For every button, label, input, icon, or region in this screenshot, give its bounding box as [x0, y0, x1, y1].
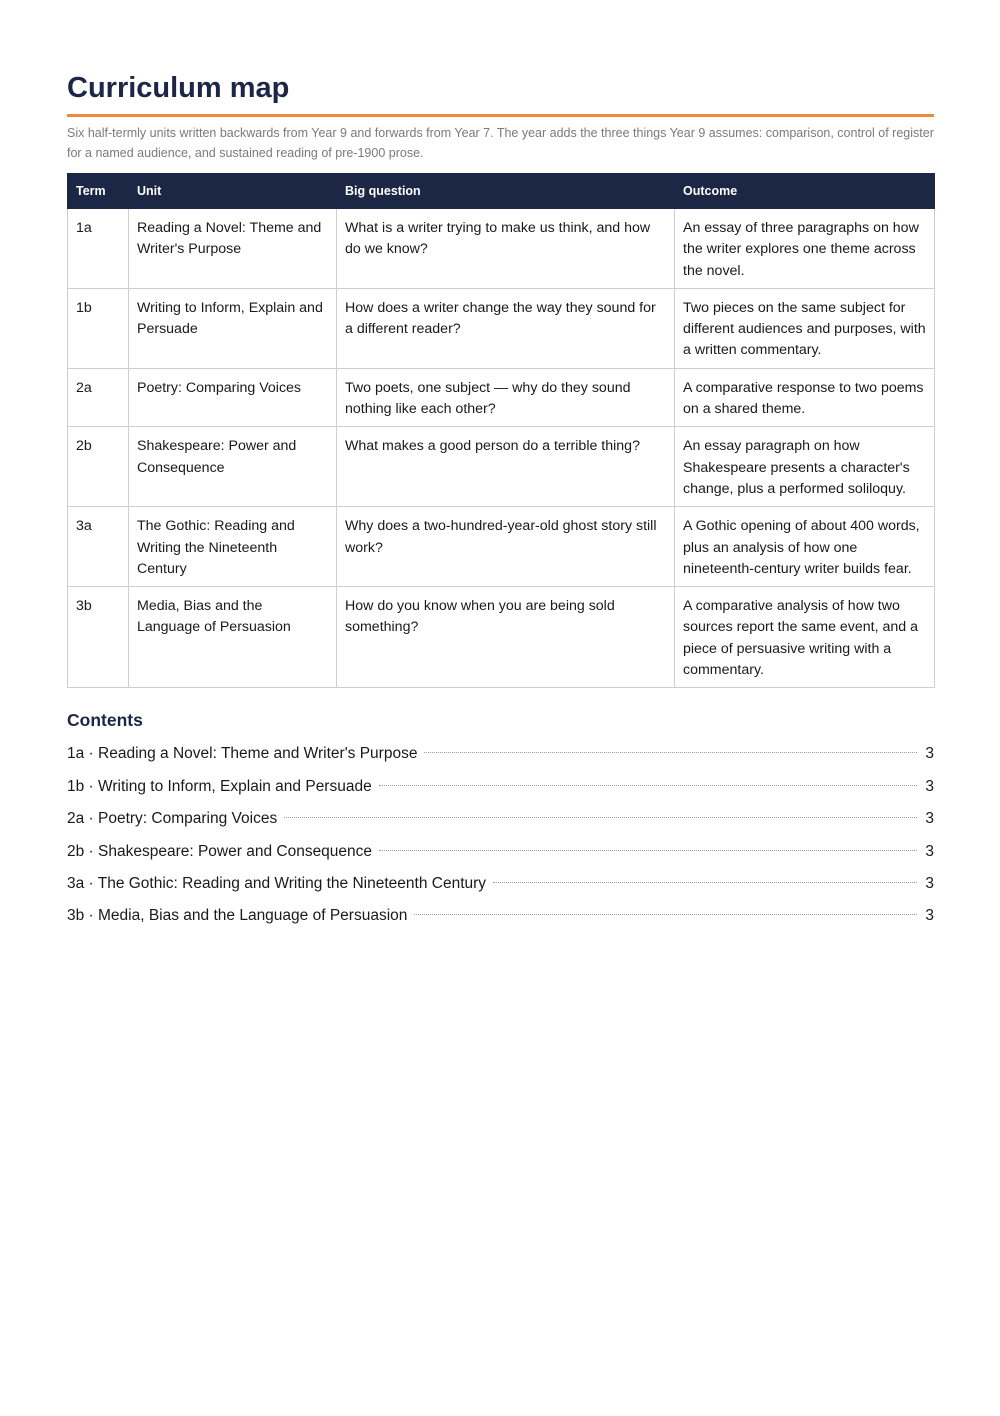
toc-entry-label: 1a · Reading a Novel: Theme and Writer's Purpose: [67, 745, 418, 763]
table-row: [68, 587, 935, 688]
outcome-cell: A comparative analysis of how two sources report the same event, and a piece of persuasive writing with a commentary.: [675, 587, 935, 688]
toc-entry[interactable]: [67, 738, 934, 770]
term-cell: 2b: [68, 427, 129, 507]
toc-leader-dots: [414, 914, 917, 915]
unit-cell: Reading a Novel: Theme and Writer's Purpose: [129, 209, 337, 289]
curriculum-table: [67, 173, 935, 688]
toc-entry[interactable]: [67, 803, 934, 835]
toc-entry[interactable]: [67, 771, 934, 803]
unit-cell: The Gothic: Reading and Writing the Nineteenth Century: [129, 507, 337, 587]
toc-entry-label: 2b · Shakespeare: Power and Consequence: [67, 842, 373, 860]
toc-page-number: 3: [925, 777, 934, 795]
header-big-question: Big question: [337, 174, 675, 209]
unit-cell: Poetry: Comparing Voices: [129, 368, 337, 427]
header-term: Term: [68, 174, 129, 209]
header-outcome: Outcome: [675, 174, 935, 209]
toc-page-number: 3: [925, 810, 934, 828]
unit-cell: Shakespeare: Power and Consequence: [129, 427, 337, 507]
table-row: [68, 368, 935, 427]
toc-leader-dots: [379, 850, 917, 851]
toc-leader-dots: [379, 785, 918, 786]
toc-entry-label: 3b · Media, Bias and the Language of Persuasion: [67, 907, 408, 925]
question-cell: What is a writer trying to make us think, and how do we know?: [337, 209, 675, 289]
question-cell: How do you know when you are being sold something?: [337, 587, 675, 688]
outcome-cell: Two pieces on the same subject for different audiences and purposes, with a written commentary.: [675, 288, 935, 368]
unit-cell: Media, Bias and the Language of Persuasion: [129, 587, 337, 688]
unit-cell: Writing to Inform, Explain and Persuade: [129, 288, 337, 368]
contents-heading: Contents: [67, 710, 143, 731]
question-cell: How does a writer change the way they sound for a different reader?: [337, 288, 675, 368]
toc-entry[interactable]: [67, 836, 934, 868]
toc-page-number: 3: [925, 842, 934, 860]
document-page: [67, 0, 934, 933]
toc-leader-dots: [424, 752, 917, 753]
outcome-cell: A comparative response to two poems on a shared theme.: [675, 368, 935, 427]
toc-page-number: 3: [925, 907, 934, 925]
toc-entry[interactable]: [67, 900, 934, 932]
table-row: [68, 288, 935, 368]
toc-leader-dots: [493, 882, 917, 883]
table-of-contents: [67, 738, 934, 932]
page-title: Curriculum map: [67, 72, 290, 104]
table-row: [68, 209, 935, 289]
table-header-row: [68, 174, 935, 209]
header-unit: Unit: [129, 174, 337, 209]
question-cell: What makes a good person do a terrible thing?: [337, 427, 675, 507]
toc-entry-label: 1b · Writing to Inform, Explain and Persuade: [67, 777, 372, 795]
term-cell: 3b: [68, 587, 129, 688]
intro-text: Six half-termly units written backwards from Year 9 and forwards from Year 7. The year adds the three things Year 9 assumes: comparison, control of register for a named audience, and sustained reading of pre-1900 prose.: [67, 126, 934, 160]
toc-entry-label: 2a · Poetry: Comparing Voices: [67, 810, 278, 828]
term-cell: 2a: [68, 368, 129, 427]
table-row: [68, 427, 935, 507]
term-cell: 1a: [68, 209, 129, 289]
outcome-cell: An essay paragraph on how Shakespeare presents a character's change, plus a performed soliloquy.: [675, 427, 935, 507]
accent-rule: [67, 114, 934, 117]
term-cell: 3a: [68, 507, 129, 587]
outcome-cell: An essay of three paragraphs on how the writer explores one theme across the novel.: [675, 209, 935, 289]
toc-leader-dots: [284, 817, 917, 818]
toc-entry-label: 3a · The Gothic: Reading and Writing the Nineteenth Century: [67, 874, 487, 892]
toc-page-number: 3: [925, 745, 934, 763]
term-cell: 1b: [68, 288, 129, 368]
question-cell: Two poets, one subject — why do they sound nothing like each other?: [337, 368, 675, 427]
outcome-cell: A Gothic opening of about 400 words, plus an analysis of how one nineteenth-century writer builds fear.: [675, 507, 935, 587]
toc-entry[interactable]: [67, 868, 934, 900]
toc-page-number: 3: [925, 874, 934, 892]
table-row: [68, 507, 935, 587]
question-cell: Why does a two-hundred-year-old ghost story still work?: [337, 507, 675, 587]
